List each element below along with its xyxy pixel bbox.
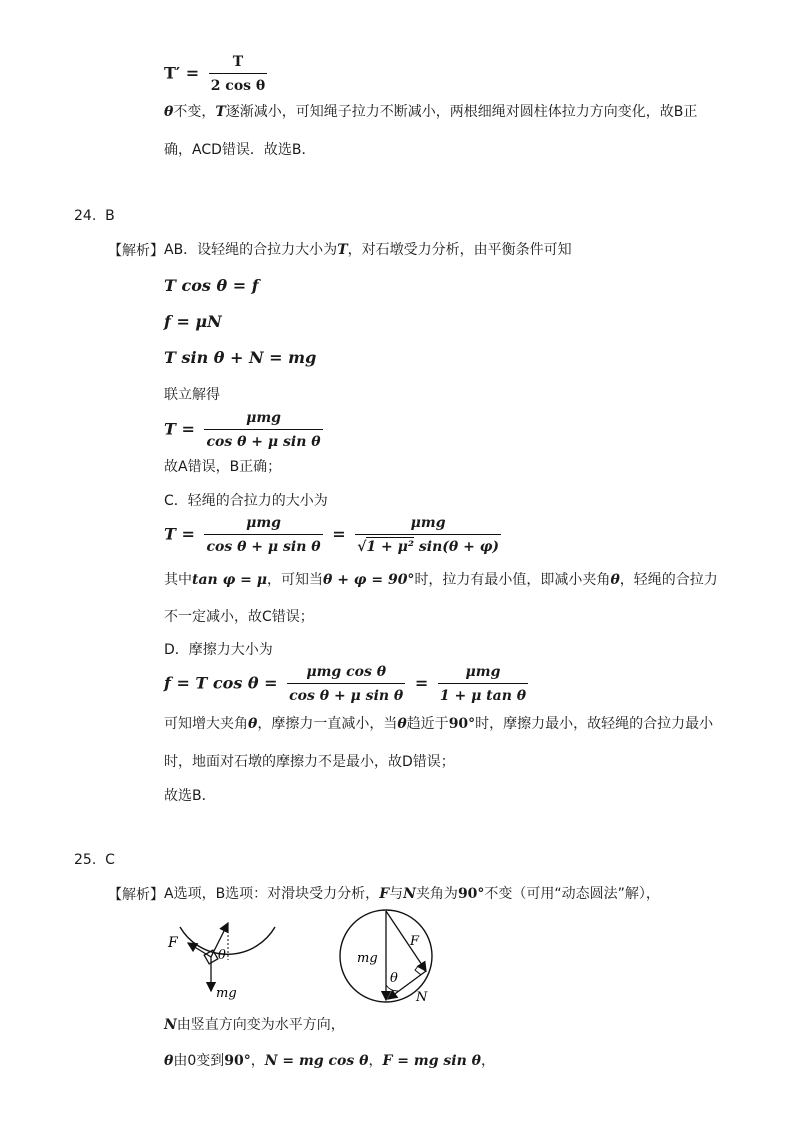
- q23-text-line1: [164, 102, 697, 122]
- label-f: F: [168, 935, 178, 951]
- figure-bowl-force-diagram: [160, 915, 290, 1005]
- text: ，: [480, 1053, 495, 1069]
- solve-label: 联立解得: [164, 387, 220, 403]
- q23-text-line2: 确，ACD错误．故选B．: [164, 142, 316, 158]
- math-theta: θ: [610, 572, 620, 588]
- fraction: [287, 662, 405, 706]
- fraction: [209, 52, 268, 96]
- formula-t-prime: [164, 52, 271, 96]
- math-inline: θ + φ = 90°: [322, 572, 415, 588]
- sqrt-sign: √: [357, 539, 367, 555]
- numerator: μmg: [465, 664, 501, 680]
- answer: B: [105, 208, 115, 224]
- math-theta: θ: [164, 104, 174, 120]
- denominator: [355, 534, 501, 557]
- q25-intro: [164, 884, 660, 904]
- math-f: F: [379, 886, 390, 902]
- question-number: [74, 852, 115, 868]
- option-d-intro: D．摩擦力大小为: [164, 642, 273, 658]
- text: 时，摩擦力最小，故轻绳的合拉力最小: [475, 716, 714, 732]
- formula-lhs: f = T cos θ =: [164, 673, 278, 693]
- analysis-tag: 【解析】: [108, 243, 164, 259]
- label-theta: θ: [218, 948, 226, 963]
- math-n: N: [403, 886, 416, 902]
- math-t: T: [215, 104, 226, 120]
- text: 趋近于: [406, 716, 449, 732]
- denominator: 1 + μ tan θ: [438, 683, 528, 706]
- option-c-text-line2: 不一定减小，故C错误；: [164, 609, 314, 625]
- figure-dynamic-circle: [335, 905, 445, 1009]
- equals-sign: =: [414, 673, 429, 693]
- math-t: T: [337, 242, 348, 258]
- q25-text-n: [164, 1015, 345, 1035]
- right-angle-mark: [415, 965, 421, 975]
- text: A选项，B选项：对滑块受力分析，: [164, 886, 380, 902]
- numerator: μmg: [410, 515, 446, 531]
- label-mg: mg: [357, 951, 378, 966]
- math-angle: 90°: [448, 716, 476, 732]
- option-c-text-line1: [164, 570, 718, 590]
- equation-3: [164, 348, 316, 368]
- question-index: 24.: [74, 208, 97, 224]
- text: 逐渐减小，可知绳子拉力不断减小，两根细绳对圆柱体拉力方向变化，故B正: [225, 104, 698, 120]
- denominator: cos θ + μ sin θ: [204, 534, 322, 557]
- denominator-tail: sin(θ + φ): [418, 539, 499, 555]
- formula-lhs: T =: [164, 419, 195, 439]
- denominator: cos θ + μ sin θ: [287, 683, 405, 706]
- text: 其中: [164, 572, 192, 588]
- question-number: [74, 208, 115, 224]
- equals-sign: =: [332, 524, 346, 544]
- text: 由竖直方向变为水平方向，: [176, 1017, 345, 1033]
- math-angle: 90°: [457, 886, 485, 902]
- text: 时，拉力有最小值，即减小夹角: [414, 572, 611, 588]
- text: ，对石墩受力分析，由平衡条件可知: [347, 242, 572, 258]
- equation-text: f = μN: [164, 312, 222, 331]
- label-theta: θ: [390, 971, 398, 986]
- denominator: 2 cos θ: [209, 73, 268, 96]
- answer: C: [105, 852, 115, 868]
- option-c-intro: C．轻绳的合拉力的大小为: [164, 493, 328, 509]
- text: 与: [389, 886, 404, 902]
- formula-lhs: T =: [164, 524, 195, 544]
- math-inline: tan φ = μ: [192, 572, 267, 588]
- equation-text: T cos θ = f: [164, 276, 259, 295]
- analysis-tag: 【解析】: [108, 887, 164, 903]
- text: ，摩擦力一直减小，当: [257, 716, 398, 732]
- numerator: μmg: [246, 515, 281, 531]
- equation-5: [164, 513, 505, 557]
- conclusion-ab: 故A错误，B正确；: [164, 459, 282, 475]
- denominator: cos θ + μ sin θ: [204, 429, 322, 452]
- q24-intro: [164, 240, 572, 260]
- label-n: N: [416, 990, 428, 1005]
- math-n: N: [164, 1017, 177, 1033]
- numerator: T: [232, 54, 244, 70]
- label-mg: mg: [216, 986, 237, 1001]
- text: ，可知当: [266, 572, 323, 588]
- math-inline: F = mg sin θ: [382, 1053, 481, 1069]
- text: ，轻绳的合拉力: [619, 572, 718, 588]
- text: 夹角为: [415, 886, 458, 902]
- text: ，: [368, 1053, 383, 1069]
- equation-1: [164, 276, 259, 296]
- equation-text: T sin θ + N = mg: [164, 348, 317, 367]
- numerator: μmg cos θ: [306, 664, 387, 680]
- option-d-text-line2: 时，地面对石墩的摩擦力不是最小，故D错误；: [164, 754, 455, 770]
- text: 不变，: [173, 104, 216, 120]
- math-theta: θ: [164, 1053, 174, 1069]
- text: 不变（可用“动态圆法”解），: [484, 886, 660, 902]
- question-index: 25.: [74, 852, 97, 868]
- equation-4: [164, 408, 327, 452]
- f-vector: [386, 911, 426, 971]
- final-answer: 故选B．: [164, 788, 216, 804]
- text: ，: [250, 1053, 265, 1069]
- fraction: [204, 408, 322, 452]
- formula-lhs: T′ =: [164, 63, 200, 83]
- math-theta: θ: [248, 716, 258, 732]
- equation-2: [164, 312, 222, 332]
- text: 由0变到: [173, 1053, 225, 1069]
- numerator: μmg: [246, 410, 281, 426]
- fraction: [438, 662, 528, 706]
- q25-text-last: [164, 1051, 495, 1071]
- option-d-text-line1: [164, 714, 713, 734]
- label-f: F: [410, 934, 420, 949]
- text: AB．设轻绳的合拉力大小为: [164, 242, 338, 258]
- equation-6: [164, 662, 532, 706]
- text: 可知增大夹角: [164, 716, 248, 732]
- sqrt-content: 1 + μ²: [366, 539, 414, 555]
- math-inline: N = mg cos θ: [264, 1053, 369, 1069]
- fraction: [355, 513, 501, 557]
- fraction: [204, 513, 322, 557]
- math-theta: θ: [397, 716, 407, 732]
- math-angle: 90°: [224, 1053, 251, 1069]
